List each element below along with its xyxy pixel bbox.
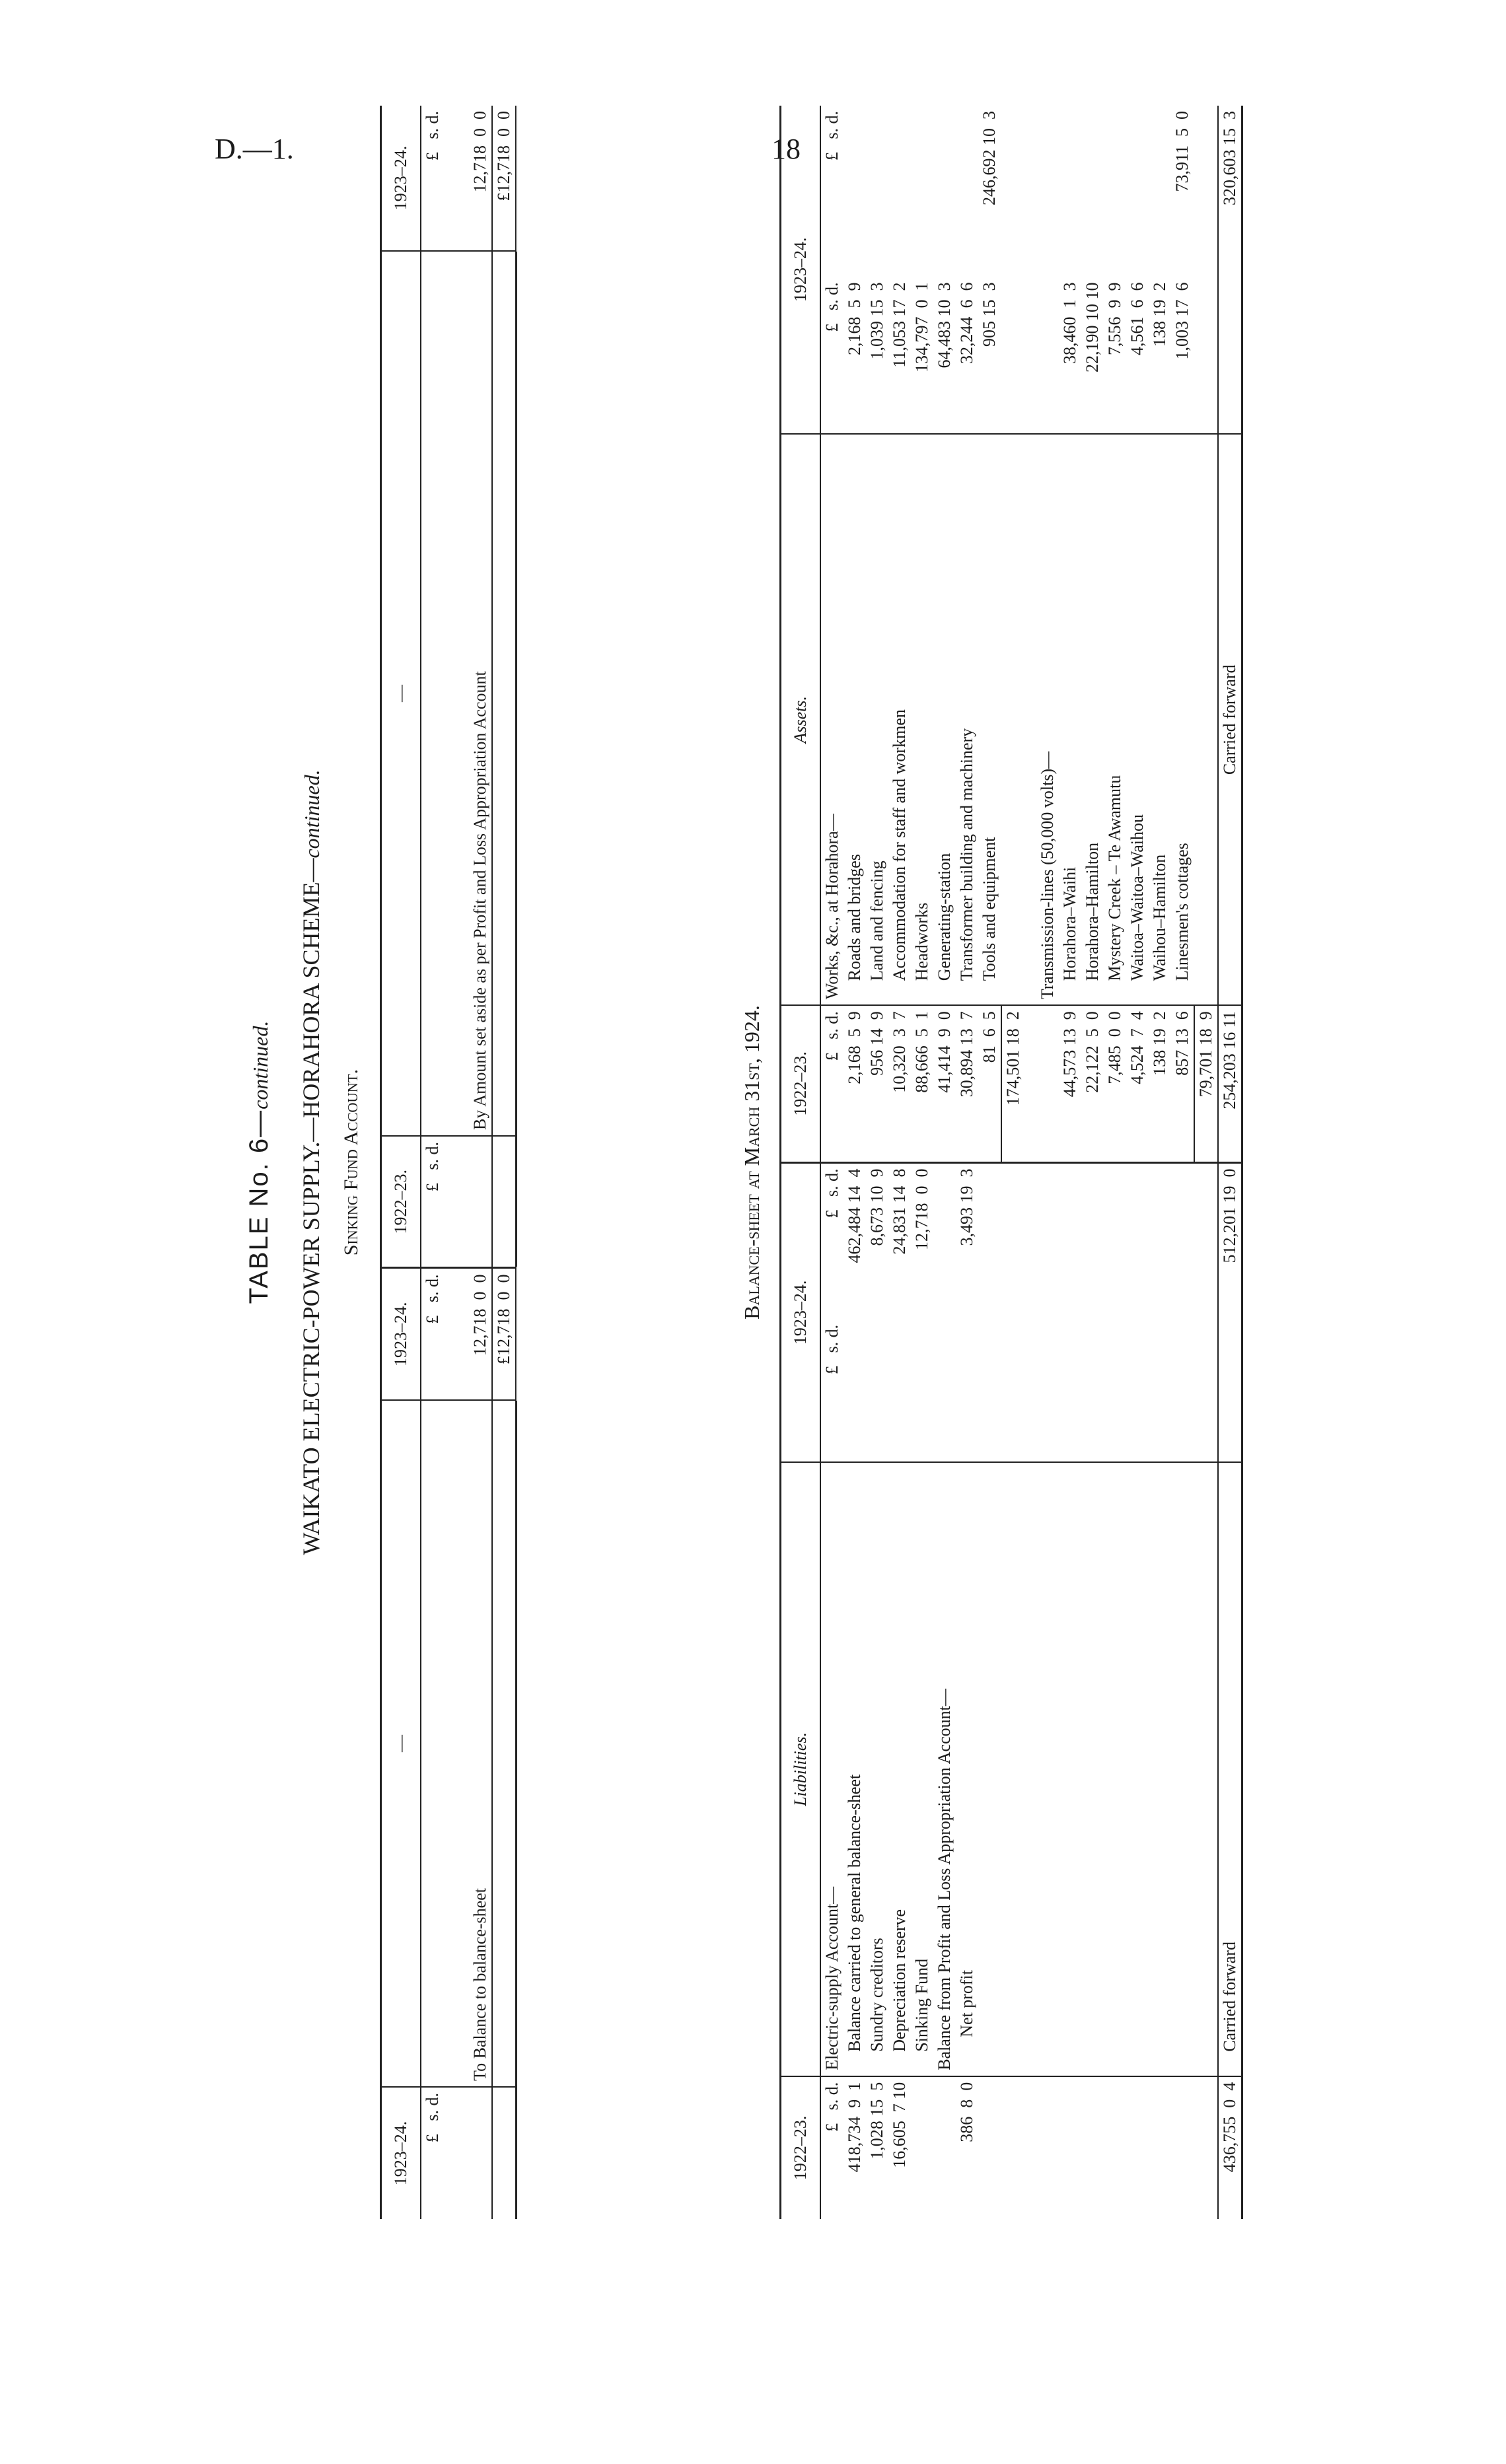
asset-prev: 30,894 13 7 xyxy=(956,1005,978,1162)
bs-units: £ s. d. xyxy=(822,1324,842,1374)
liab-main: 8,673 10 9 xyxy=(866,1162,888,1320)
liab-prev: 16,605 7 10 xyxy=(888,2076,911,2219)
asset-main: 73,911 5 0 xyxy=(1172,111,1192,192)
table-title xyxy=(244,106,274,2219)
liab-main: 12,718 0 0 xyxy=(911,1162,933,1320)
bs-row xyxy=(1024,106,1059,2219)
asset-sub: 1,039 15 3 xyxy=(867,282,886,360)
document-code: D.—1. xyxy=(215,133,294,165)
asset-label: Waitoa–Waitoa–Waihou xyxy=(1126,434,1149,1005)
asset-label: Generating-station xyxy=(933,434,956,1005)
asset-sub: 138 19 2 xyxy=(1150,282,1169,347)
liab-carried-forward: Carried forward xyxy=(1218,1462,1242,2076)
asset-prev: 956 14 9 xyxy=(866,1005,888,1162)
asset-prev: 4,524 7 4 xyxy=(1126,1005,1149,1162)
liab-prev: 418,734 9 1 xyxy=(843,2076,866,2219)
sinking-fund-title: Sinking Fund Account. xyxy=(340,1069,362,1256)
sf-col-credit-desc: — xyxy=(381,251,421,1136)
bs-row xyxy=(866,106,888,2219)
asset-sub: 22,190 10 10 xyxy=(1083,282,1102,373)
liab-label: Balance from Profit and Loss Appropriation Account— xyxy=(933,1462,956,2076)
asset-sub: 64,483 10 3 xyxy=(935,282,954,369)
asset-sub: 905 15 3 xyxy=(980,282,999,347)
sf-debit-label: To Balance to balance-sheet xyxy=(444,1400,492,2087)
bs-header-row xyxy=(781,106,821,2219)
sf-col-credit: 1923–24. xyxy=(381,106,421,251)
scheme-name: WAIKATO ELECTRIC-POWER SUPPLY.—HORAHORA SCHEME— xyxy=(298,858,324,1555)
asset-sub: 4,561 6 6 xyxy=(1128,282,1147,356)
asset-label: Transformer building and machinery xyxy=(956,434,978,1005)
asset-prev: 2,168 5 9 xyxy=(843,1005,866,1162)
bs-row xyxy=(1171,106,1194,2219)
liab-prev: 386 8 0 xyxy=(956,2076,978,2219)
sf-units: £ s. d. xyxy=(421,2087,444,2219)
bs-units: £ s. d. xyxy=(820,1162,843,1320)
asset-sub: 134,797 0 1 xyxy=(912,282,931,373)
liab-main: 3,493 19 3 xyxy=(956,1162,978,1320)
liab-label: Sundry creditors xyxy=(866,1462,888,2076)
page-number: 18 xyxy=(771,133,801,165)
bs-row xyxy=(1081,106,1104,2219)
liab-label-0: Electric-supply Account— xyxy=(820,1462,843,2076)
asset-label: Mystery Creek – Te Awamutu xyxy=(1104,434,1126,1005)
sf-col-debit-desc: — xyxy=(381,1400,421,2087)
scheme-title xyxy=(297,106,325,2219)
bs-units-row xyxy=(820,106,843,2219)
asset-carried-forward: Carried forward xyxy=(1218,434,1242,1005)
balance-sheet-table xyxy=(779,106,1243,2219)
sf-debit-amount: 12,718 0 0 xyxy=(444,1268,492,1400)
asset-sub: 2,168 5 9 xyxy=(845,282,864,356)
sf-col-prev-credit: 1922–23. xyxy=(381,1136,421,1268)
bs-col-assets-current: 1923–24. xyxy=(781,106,821,434)
asset-label: Land and fencing xyxy=(866,434,888,1005)
sf-debit-total: £12,718 0 0 xyxy=(492,1268,517,1400)
table-number-suffix: continued. xyxy=(248,1020,272,1109)
scheme-suffix: continued. xyxy=(300,769,324,859)
sf-credit-label: By Amount set aside as per Profit and Loss Appropriation Account xyxy=(444,251,492,1136)
bs-row xyxy=(956,106,978,2219)
asset-prev-subtotal: 174,501 18 2 xyxy=(1001,1005,1024,1162)
liab-label: Balance carried to general balance-sheet xyxy=(843,1462,866,2076)
asset-main-total: 320,603 15 3 xyxy=(1218,106,1242,277)
sinking-fund-header-row xyxy=(381,106,421,2219)
asset-prev-total: 254,203 16 11 xyxy=(1218,1005,1242,1162)
asset-prev: 88,666 5 1 xyxy=(911,1005,933,1162)
asset-sub: 1,003 17 6 xyxy=(1172,282,1192,360)
liab-label: Sinking Fund xyxy=(911,1462,933,2076)
asset-sub: 38,460 1 3 xyxy=(1060,282,1079,365)
asset-label: Linesmen's cottages xyxy=(1171,434,1194,1005)
asset-label: Horahora–Hamilton xyxy=(1081,434,1104,1005)
bs-row xyxy=(978,106,1001,2219)
asset-label: Headworks xyxy=(911,434,933,1005)
sf-units: £ s. d. xyxy=(421,1268,444,1400)
sf-units: £ s. d. xyxy=(421,1136,444,1268)
asset-prev: 7,485 0 0 xyxy=(1104,1005,1126,1162)
sf-units-row xyxy=(421,106,444,2219)
bs-subtotal-row xyxy=(1194,106,1218,2219)
sf-units: £ s. d. xyxy=(423,111,442,161)
asset-prev: 857 13 6 xyxy=(1171,1005,1194,1162)
asset-prev: 22,122 5 0 xyxy=(1081,1005,1104,1162)
bs-col-assets: Assets. xyxy=(781,434,821,1005)
sf-col-debit: 1923–24. xyxy=(381,1268,421,1400)
liab-prev xyxy=(911,2076,933,2219)
liab-main: 24,831 14 8 xyxy=(888,1162,911,1320)
bs-units: £ s. d. xyxy=(820,1005,843,1162)
bs-row xyxy=(1059,106,1081,2219)
liab-label: Net profit xyxy=(956,1462,978,2076)
bs-col-liab-current: 1923–24. xyxy=(781,1162,821,1462)
asset-label: Waihou–Hamilton xyxy=(1149,434,1171,1005)
bs-row xyxy=(1104,106,1126,2219)
sinking-fund-table xyxy=(380,106,517,2219)
bs-col-liabilities: Liabilities. xyxy=(781,1462,821,2076)
bs-row xyxy=(888,106,911,2219)
asset-label-0: Works, &c., at Horahora— xyxy=(820,434,843,1005)
bs-col-prev-assets: 1922–23. xyxy=(781,1005,821,1162)
asset-prev: 138 19 2 xyxy=(1149,1005,1171,1162)
asset-sub: 7,556 9 9 xyxy=(1105,282,1124,356)
bs-units: £ s. d. xyxy=(822,111,842,161)
balance-sheet-title: Balance-sheet at March 31st, 1924. xyxy=(740,1005,764,1320)
asset-label: Transmission-lines (50,000 volts)— xyxy=(1024,434,1059,1005)
bs-row xyxy=(1149,106,1171,2219)
sf-total-row xyxy=(492,106,517,2219)
table-number: TABLE No. 6— xyxy=(244,1109,273,1304)
asset-label: Tools and equipment xyxy=(978,434,1001,1005)
bs-units: £ s. d. xyxy=(820,2076,843,2219)
rotated-page-content xyxy=(225,106,1281,2219)
bs-col-prev-liab: 1922–23. xyxy=(781,2076,821,2219)
liab-main: 462,484 14 4 xyxy=(843,1162,866,1320)
asset-main: 246,692 10 3 xyxy=(980,111,999,205)
asset-prev: 44,573 13 9 xyxy=(1059,1005,1081,1162)
bs-row xyxy=(843,106,866,2219)
asset-label: Horahora–Waihi xyxy=(1059,434,1081,1005)
asset-prev: 81 6 5 xyxy=(978,1005,1001,1162)
sf-entry-row xyxy=(444,106,492,2219)
asset-sub: 32,244 6 6 xyxy=(957,282,976,365)
bs-subtotal-row xyxy=(1001,106,1024,2219)
asset-prev-subtotal: 79,701 18 9 xyxy=(1194,1005,1218,1162)
asset-sub: 11,053 17 2 xyxy=(890,282,909,368)
asset-label: Accommodation for staff and workmen xyxy=(888,434,911,1005)
sf-credit-total: £12,718 0 0 xyxy=(492,106,517,251)
liab-prev: 1,028 15 5 xyxy=(866,2076,888,2219)
bs-total-row xyxy=(1218,106,1242,2219)
liab-prev-total: 436,755 0 4 xyxy=(1218,2076,1242,2219)
bs-row xyxy=(933,106,956,2219)
bs-units: £ s. d. xyxy=(822,282,842,332)
sf-credit-amount: 12,718 0 0 xyxy=(470,111,489,193)
bs-row xyxy=(911,106,933,2219)
liab-main-total: 512,201 19 0 xyxy=(1218,1162,1242,1320)
bs-row xyxy=(1126,106,1149,2219)
liab-label: Depreciation reserve xyxy=(888,1462,911,2076)
asset-label: Roads and bridges xyxy=(843,434,866,1005)
sf-col-prev-debit: 1923–24. xyxy=(381,2087,421,2219)
asset-prev: 10,320 3 7 xyxy=(888,1005,911,1162)
asset-prev: 41,414 9 0 xyxy=(933,1005,956,1162)
